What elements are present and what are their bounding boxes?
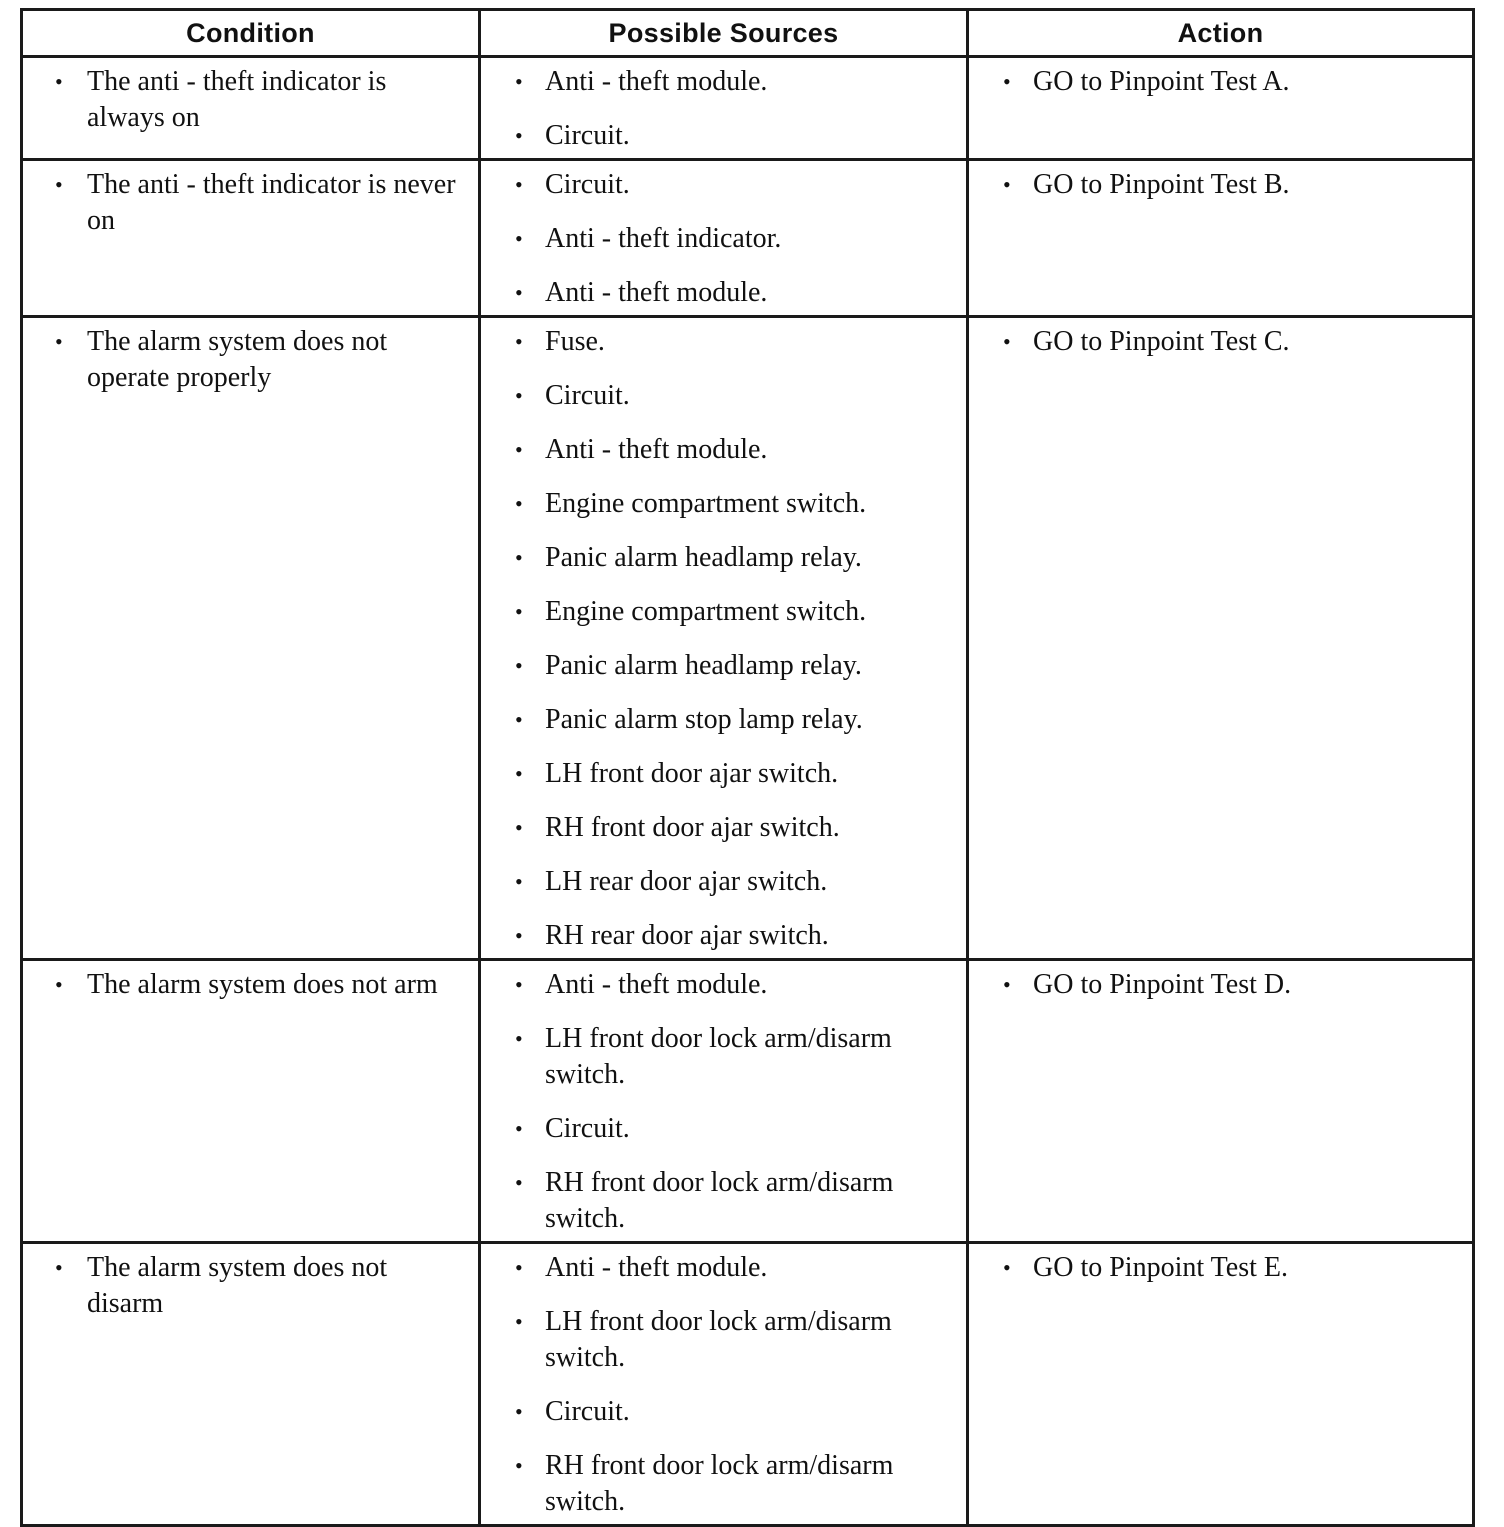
symptom-chart-table bbox=[20, 8, 1475, 1527]
source-item: • Fuse. bbox=[545, 324, 956, 360]
bullet-icon: • bbox=[515, 69, 523, 94]
bullet-icon: • bbox=[515, 1116, 523, 1141]
bullet-icon: • bbox=[515, 653, 523, 678]
bullet-icon: • bbox=[515, 437, 523, 462]
bullet-icon: • bbox=[515, 383, 523, 408]
sources-cell bbox=[480, 160, 968, 317]
bullet-icon: • bbox=[55, 172, 63, 197]
table-row bbox=[22, 1243, 1474, 1526]
source-item: • Anti - theft module. bbox=[545, 275, 956, 311]
bullet-icon: • bbox=[55, 69, 63, 94]
bullet-icon: • bbox=[55, 972, 63, 997]
source-item: • Panic alarm headlamp relay. bbox=[545, 648, 956, 684]
source-item: • RH front door ajar switch. bbox=[545, 810, 956, 846]
condition-cell bbox=[22, 57, 480, 160]
bullet-icon: • bbox=[515, 226, 523, 251]
action-cell bbox=[968, 317, 1474, 960]
action-cell bbox=[968, 960, 1474, 1243]
source-item: • Anti - theft module. bbox=[545, 432, 956, 468]
source-item: • Circuit. bbox=[545, 1111, 956, 1147]
action-item: • GO to Pinpoint Test C. bbox=[1033, 324, 1462, 360]
condition-cell bbox=[22, 960, 480, 1243]
header-possible-sources: Possible Sources bbox=[480, 10, 968, 57]
source-item: • Circuit. bbox=[545, 118, 956, 154]
action-item: • GO to Pinpoint Test D. bbox=[1033, 967, 1462, 1003]
action-item: • GO to Pinpoint Test B. bbox=[1033, 167, 1462, 203]
source-item: • LH front door lock arm/disarm switch. bbox=[515, 1306, 892, 1373]
source-item: • RH rear door ajar switch. bbox=[545, 918, 956, 954]
table-row bbox=[22, 57, 1474, 160]
source-item: • Engine compartment switch. bbox=[545, 486, 956, 522]
bullet-icon: • bbox=[515, 1170, 523, 1195]
header-condition: Condition bbox=[22, 10, 480, 57]
bullet-icon: • bbox=[1003, 69, 1011, 94]
source-item: • RH front door lock arm/disarm switch. bbox=[515, 1450, 894, 1517]
bullet-icon: • bbox=[515, 280, 523, 305]
bullet-icon: • bbox=[515, 972, 523, 997]
bullet-icon: • bbox=[515, 1453, 523, 1478]
bullet-icon: • bbox=[1003, 972, 1011, 997]
source-item: • LH front door lock arm/disarm switch. bbox=[515, 1023, 892, 1090]
action-cell bbox=[968, 57, 1474, 160]
bullet-icon: • bbox=[515, 761, 523, 786]
source-item: • Anti - theft module. bbox=[545, 64, 956, 100]
action-item: • GO to Pinpoint Test E. bbox=[1033, 1250, 1462, 1286]
source-item: • Engine compartment switch. bbox=[545, 594, 956, 630]
bullet-icon: • bbox=[515, 1309, 523, 1334]
bullet-icon: • bbox=[1003, 1255, 1011, 1280]
bullet-icon: • bbox=[515, 815, 523, 840]
action-cell bbox=[968, 160, 1474, 317]
table-row bbox=[22, 160, 1474, 317]
source-item: • Circuit. bbox=[545, 1394, 956, 1430]
condition-cell bbox=[22, 1243, 480, 1526]
source-item: • RH front door lock arm/disarm switch. bbox=[515, 1167, 894, 1234]
bullet-icon: • bbox=[515, 869, 523, 894]
bullet-icon: • bbox=[55, 329, 63, 354]
header-row bbox=[22, 10, 1474, 57]
bullet-icon: • bbox=[515, 1026, 523, 1051]
sources-cell bbox=[480, 57, 968, 160]
action-cell bbox=[968, 1243, 1474, 1526]
source-item: • LH rear door ajar switch. bbox=[545, 864, 956, 900]
bullet-icon: • bbox=[515, 329, 523, 354]
condition-cell bbox=[22, 160, 480, 317]
condition-item: • The alarm system does not disarm bbox=[55, 1252, 388, 1319]
source-item: • Panic alarm stop lamp relay. bbox=[545, 702, 956, 738]
source-item: • Circuit. bbox=[545, 167, 956, 203]
action-item: • GO to Pinpoint Test A. bbox=[1033, 64, 1462, 100]
bullet-icon: • bbox=[515, 172, 523, 197]
table-row bbox=[22, 317, 1474, 960]
bullet-icon: • bbox=[55, 1255, 63, 1280]
bullet-icon: • bbox=[1003, 172, 1011, 197]
table-row bbox=[22, 960, 1474, 1243]
condition-item: • The anti - theft indicator is always on bbox=[55, 66, 387, 133]
bullet-icon: • bbox=[515, 123, 523, 148]
source-item: • Anti - theft indicator. bbox=[545, 221, 956, 257]
bullet-icon: • bbox=[515, 545, 523, 570]
sources-cell bbox=[480, 960, 968, 1243]
bullet-icon: • bbox=[515, 599, 523, 624]
sources-cell bbox=[480, 1243, 968, 1526]
bullet-icon: • bbox=[515, 923, 523, 948]
condition-item: • The alarm system does not operate properly bbox=[55, 326, 388, 393]
symptom-chart-page bbox=[20, 8, 1472, 1527]
source-item: • Circuit. bbox=[545, 378, 956, 414]
condition-item: • The anti - theft indicator is never on bbox=[55, 169, 456, 236]
condition-cell bbox=[22, 317, 480, 960]
bullet-icon: • bbox=[515, 1255, 523, 1280]
bullet-icon: • bbox=[1003, 329, 1011, 354]
source-item: • Panic alarm headlamp relay. bbox=[545, 540, 956, 576]
sources-cell bbox=[480, 317, 968, 960]
bullet-icon: • bbox=[515, 1399, 523, 1424]
condition-item: • The alarm system does not arm bbox=[87, 967, 468, 1003]
source-item: • LH front door ajar switch. bbox=[545, 756, 956, 792]
header-action: Action bbox=[968, 10, 1474, 57]
bullet-icon: • bbox=[515, 491, 523, 516]
source-item: • Anti - theft module. bbox=[545, 967, 956, 1003]
bullet-icon: • bbox=[515, 707, 523, 732]
source-item: • Anti - theft module. bbox=[545, 1250, 956, 1286]
